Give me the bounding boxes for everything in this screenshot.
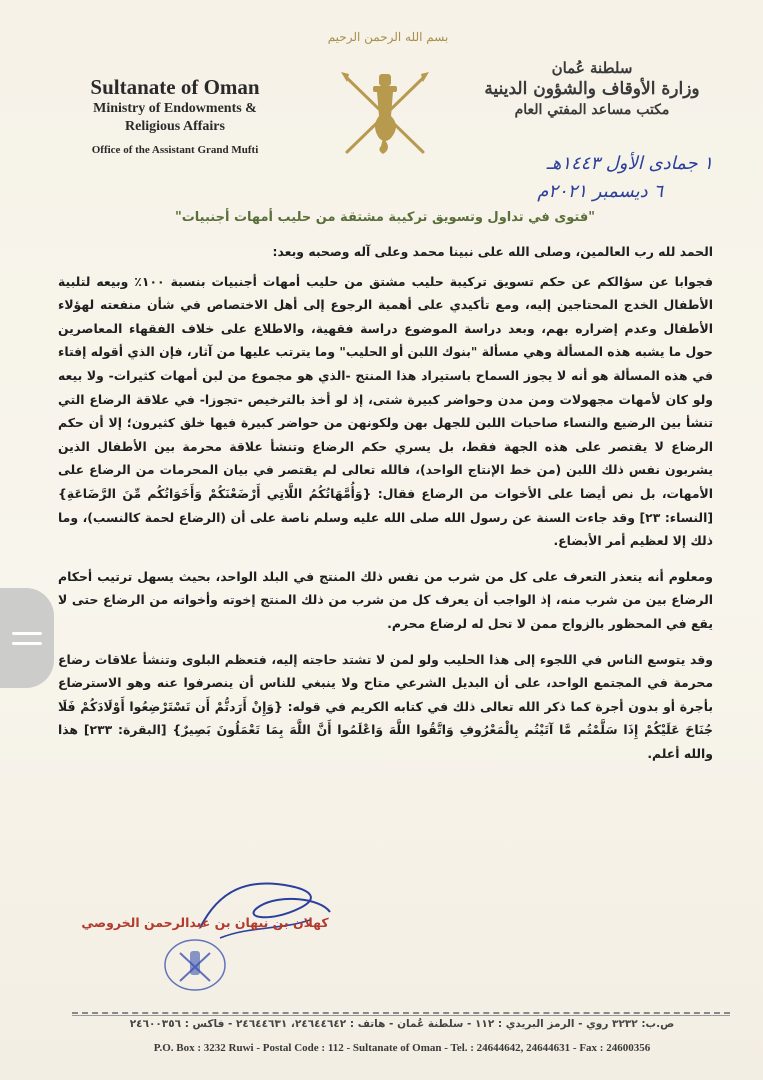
body-paragraph-1: فجوابا عن سؤالكم عن حكم تسويق تركيبة حليب مشتق من حليب أمهات أجنبيات بنسبة ١٠٠٪ وبيعه لتلبية الأطفال الخدج المحتاجين إليه، ومع تأكيدي على أهمية الرجوع إلى أهل الاختصاص في شأن منفعته لهؤلاء الأطفال وعدم إضراره بهم، وبعد دراسة الموضوع دراسة فقهية، والاطلاع على خلاف الفقهاء المعاصرين حول ما يشبه هذه المسألة وهي مسألة "بنوك اللبن أو الحليب" وما يترتب عليها من آثار، فإن الذي أقوله إفتاء في هذه المسألة هو أنه لا يجوز السماح باستيراد هذا المنتج -الذي هو مجموع من لبن أمهات كثيرات- ولا بيعه ولو كان لأمهات مجهولات ومن مدن وحواضر كبيرة شتى، إذ لو أخذ بالترخيص -تجوزا- في علاقة الرضاع التي تنشأ بين الرضيع والنساء صاحبات اللبن للجهل بهن ولكونهن من حواضر كبيرة فيها خلق كثيرون؛ إلا أن حكم الرضاع لا يقتصر على هذه الجهة فقط، بل يسري حكم الرضاع وتنشأ علاقة محرمة بين الأطفال الذين يشربون نفس ذلك اللبن (من خط الإنتاج الواحد)، فالله تعالى لم يقتصر في بيان المحرمات من الرضاع على الأمهات، بل نص أيضا على الأخوات من الرضاع فقال: {وَأُمَّهَاتُكُمُ اللَّاتِي أَرْضَعْنَكُمْ وَأَخَوَاتُكُم مِّنَ الرَّضَاعَةِ} [النساء: ٢٣] وقد جاءت السنة عن رسول الله صلى الله عليه وسلم ناصة على أن (الرضاع لحمة كالنسب)، وما ذلك إلا لعظيم أمر الأبضاع. (58, 273, 713, 549)
english-letterhead (60, 74, 290, 160)
arabic-country-name: سلطنة عُمان (551, 59, 633, 77)
arabic-letterhead (457, 58, 727, 120)
office-stamp-icon (160, 935, 230, 995)
footer-address-english: P.O. Box : 3232 Ruwi - Postal Code : 112 - Sultanate of Oman - Tel. : 24644642, 24644631 - Fax : 24600356 (153, 1042, 651, 1054)
english-office-name: Office of the Assistant Grand Mufti (91, 144, 259, 156)
side-menu-handle[interactable] (0, 588, 54, 688)
arabic-ministry-name: وزارة الأوقاف والشؤون الدينية (484, 79, 700, 99)
basmala-calligraphy: بسم الله الرحمن الرحيم (327, 30, 449, 44)
menu-lines-icon (12, 642, 42, 645)
fatwa-title: "فتوى في تداول وتسويق تركيبة مشتقة من حليب أمهات أجنبيات" (174, 210, 596, 225)
english-country-name: Sultanate of Oman (90, 75, 260, 99)
oman-khanjar-emblem-icon (335, 60, 435, 160)
footer-address-arabic: ص.ب: ٣٢٣٢ روي - الرمز البريدي : ١١٢ - سلطنة عُمان - هاتف : ٢٤٦٤٤٦٤٢، ٢٤٦٤٤٦٣١ - فاكس : ٢٤٦٠٠٣٥٦ (129, 1018, 675, 1030)
menu-lines-icon (12, 632, 42, 635)
arabic-office-name: مكتب مساعد المفتي العام (514, 102, 670, 118)
hijri-date: ١ جمادى الأول ١٤٤٣هـ (546, 153, 713, 174)
body-paragraph-2: ومعلوم أنه يتعذر التعرف على كل من شرب من نفس ذلك المنتج في البلد الواحد، بحيث يسهل ترتيب أحكام الرضاع بين من شرب منه، إذ الواجب أن يعرف كل من شرب من ذلك المنتج إخوته وأخواته من الرضاع حتى لا يقع في المحظور بالزواج ممن لا تحل له لرضاع محرم. (58, 568, 713, 631)
greeting-paragraph: الحمد لله رب العالمين، وصلى الله على نبينا محمد وعلى آله وصحبه وبعد: (272, 244, 713, 259)
footer-divider-dashed (72, 1012, 730, 1014)
footer-divider-line (72, 1015, 730, 1016)
body-paragraph-3: وقد يتوسع الناس في اللجوء إلى هذا الحليب ولو لمن لا تشتد حاجته إليه، فتعظم البلوى وتنشأ علاقات رضاع محرمة في المجتمع الواحد، على أن البديل الشرعي متاح ولا ينبغي للناس أن ينصرفوا عنه وهو الاسترضاع بأجرة أو بدون أجرة كما ذكر الله تعالى ذلك في كتابه الكريم في قوله: {وَإِنْ أَرَدتُّمْ أَن تَسْتَرْضِعُوا أَوْلَادَكُمْ فَلَا جُنَاحَ عَلَيْكُمْ إِذَا سَلَّمْتُم مَّا آتَيْتُم بِالْمَعْرُوفِ وَاتَّقُوا اللَّهَ وَاعْلَمُوا أَنَّ اللَّهَ بِمَا تَعْمَلُونَ بَصِيرٌ} [البقرة: ٢٣٣] هذا والله أعلم. (58, 651, 713, 761)
english-ministry-line-2: Religious Affairs (125, 119, 225, 134)
handwritten-date (453, 150, 713, 206)
fatwa-body (58, 240, 713, 777)
english-ministry-line-1: Ministry of Endowments & (93, 101, 257, 116)
gregorian-date: ٦ ديسمبر ٢٠٢١م (537, 181, 663, 202)
signatory-name: كهلان بن نبهان بن عبدالرحمن الخروصي (81, 915, 329, 930)
